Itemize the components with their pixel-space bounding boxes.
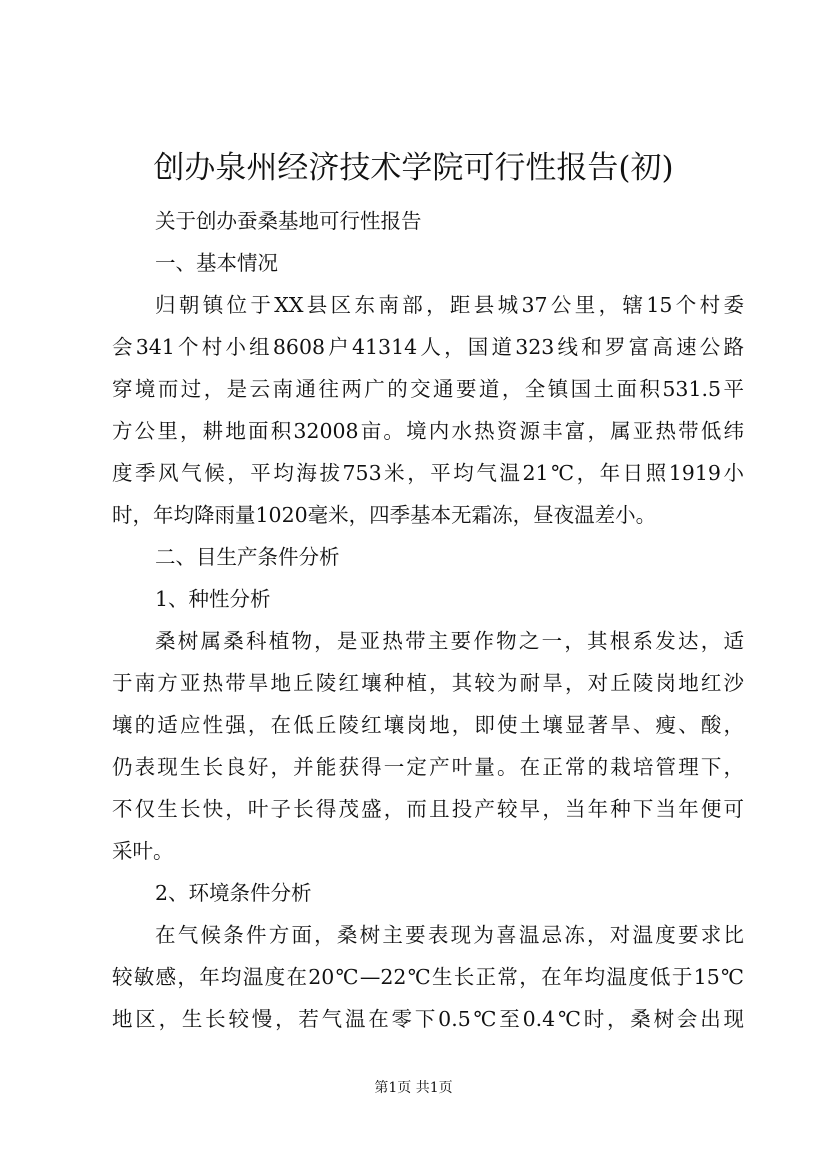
text-line: 在气候条件方面，桑树主要表现为喜温忌冻，对温度要求比: [155, 923, 744, 947]
text-line: 壤的适应性强，在低丘陵红壤岗地，即使土壤显著旱、瘦、酸，: [112, 713, 744, 737]
text-line: 二、目生产条件分析: [155, 545, 340, 569]
text-line: 地区，生长较慢，若气温在零下0.5℃至0.4℃时，桑树会出现: [112, 1007, 744, 1031]
text-line: 穿境而过，是云南通往两广的交通要道，全镇国土面积531.5平: [112, 377, 744, 401]
text-line: 不仅生长快，叶子长得茂盛，而且投产较早，当年种下当年便可: [112, 797, 744, 821]
text-line: 度季风气候，平均海拔753米，平均气温21℃，年日照1919小: [112, 461, 744, 485]
text-line: 桑树属桑科植物，是亚热带主要作物之一，其根系发达，适: [155, 629, 744, 653]
text-line: 时，年均降雨量1020毫米，四季基本无霜冻，昼夜温差小。: [112, 503, 657, 527]
text-line: 方公里，耕地面积32008亩。境内水热资源丰富，属亚热带低纬: [112, 419, 744, 443]
text-line: 关于创办蚕桑基地可行性报告: [155, 209, 422, 233]
page-footer: 第1页 共1页: [374, 1080, 453, 1096]
text-line: 仍表现生长良好，并能获得一定产叶量。在正常的栽培管理下，: [112, 755, 744, 779]
text-line: 1、种性分析: [155, 587, 271, 611]
text-line: 2、环境条件分析: [155, 881, 312, 905]
document-body: [112, 200, 744, 1040]
text-line: 采叶。: [112, 839, 174, 863]
document-title: 创办泉州经济技术学院可行性报告(初): [153, 150, 674, 186]
text-line: 归朝镇位于XX县区东南部，距县城37公里，辖15个村委: [155, 293, 744, 317]
text-line: 于南方亚热带旱地丘陵红壤种植，其较为耐旱，对丘陵岗地红沙: [112, 671, 744, 695]
text-line: 较敏感，年均温度在20℃—22℃生长正常，在年均温度低于15℃: [112, 965, 744, 989]
text-line: 会341个村小组8608户41314人，国道323线和罗富高速公路: [112, 335, 744, 359]
text-line: 一、基本情况: [155, 251, 278, 275]
